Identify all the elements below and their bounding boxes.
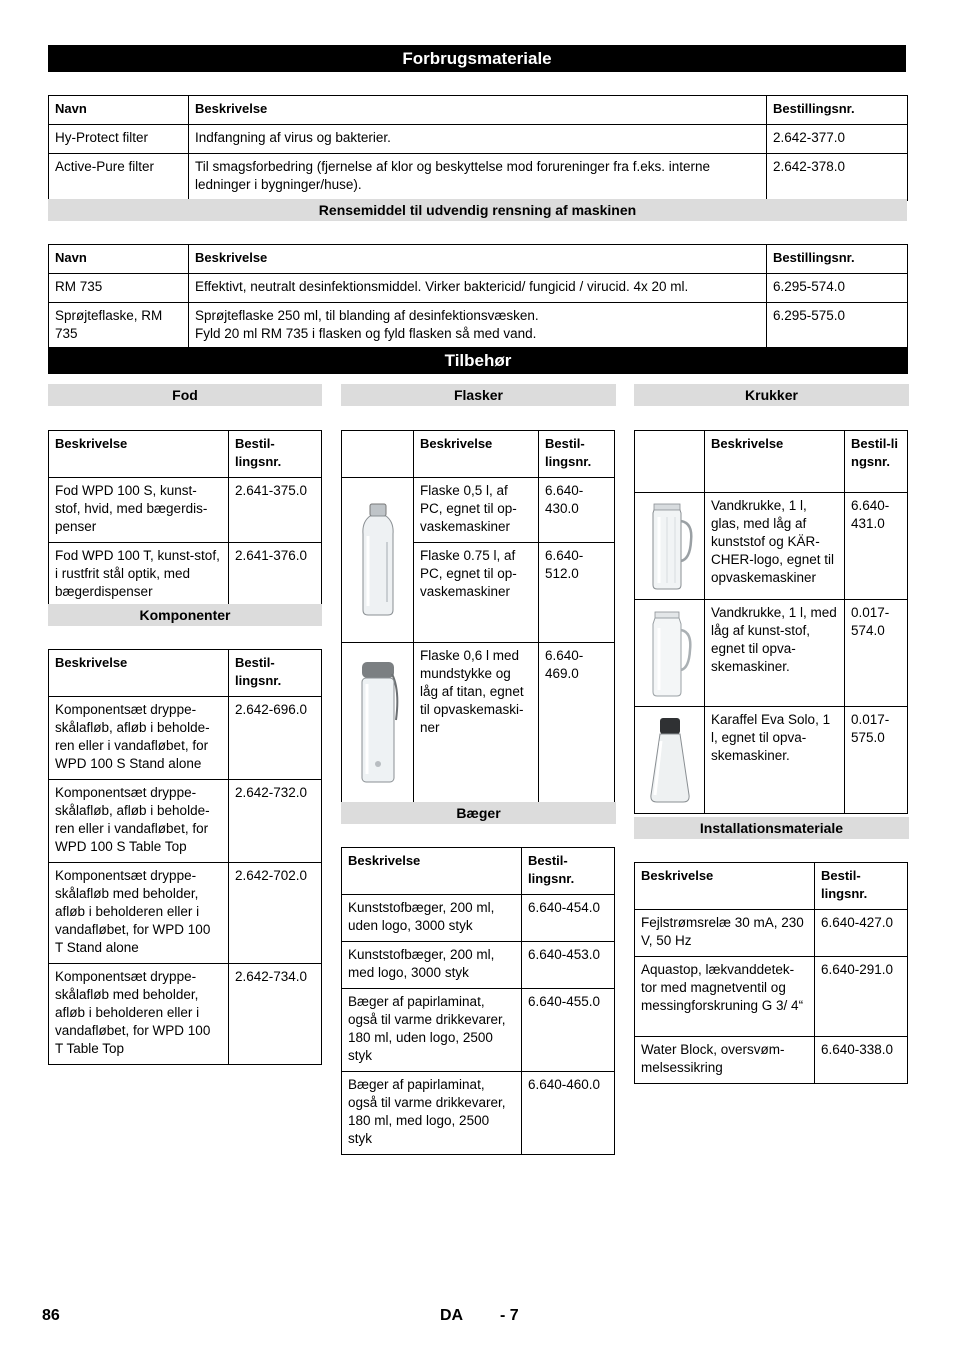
table-row	[49, 154, 908, 201]
cell-order: 6.640-338.0	[815, 1037, 908, 1084]
baeger-table	[341, 847, 615, 1155]
table-header-row	[342, 848, 615, 895]
table-row	[49, 478, 322, 543]
table-header-row	[49, 96, 908, 125]
table-header-row	[49, 431, 322, 478]
col-header-desc: Beskrivelse	[414, 431, 539, 478]
carafe-image-cell	[635, 707, 705, 814]
cleaner-table	[48, 244, 908, 350]
cell-order: 6.640-427.0	[815, 910, 908, 957]
col-header-desc: Beskrivelse	[635, 863, 815, 910]
cell-desc: Karaffel Eva Solo, 1 l, egnet til opva-skemaskiner.	[705, 707, 845, 814]
cell-order: 6.640-431.0	[845, 493, 908, 600]
table-row	[49, 697, 322, 780]
cell-desc: Komponentsæt dryppe-skålafløb med beholder, afløb i beholderen eller i vandafløbet, for WPD 100 T Table Top	[49, 964, 229, 1065]
table-row	[342, 942, 615, 989]
table-row	[49, 125, 908, 154]
installation-title: Installationsmateriale	[634, 817, 909, 839]
cell-desc: Til smagsforbedring (fjernelse af klor og beskyttelse mod forureninger fra f.eks. interne ledninger i bygninger/huse).	[189, 154, 767, 201]
cell-order: 2.642-377.0	[767, 125, 908, 154]
table-row	[342, 1072, 615, 1155]
table-header-row	[49, 245, 908, 274]
accessories-title: Tilbehør	[48, 347, 908, 374]
cell-name: Sprøjteflaske, RM 735	[49, 303, 189, 350]
cell-desc: Flaske 0.75 l, af PC, egnet til op-vaskemaskiner	[414, 543, 539, 643]
cell-order: 6.295-575.0	[767, 303, 908, 350]
flasker-title: Flasker	[341, 384, 616, 406]
col-header-name: Navn	[49, 245, 189, 274]
col-header-image	[342, 431, 414, 478]
bottle-clear-image	[358, 502, 398, 618]
cell-desc: Bæger af papirlaminat, også til varme drikkevarer, 180 ml, uden logo, 2500 styk	[342, 989, 522, 1072]
cell-desc: Effektivt, neutralt desinfektionsmiddel. Virker baktericid/ fungicid / virucid. 4x 20 ml.	[189, 274, 767, 303]
cell-order: 0.017-575.0	[845, 707, 908, 814]
bottle-image-cell	[342, 478, 414, 643]
krukker-title: Krukker	[634, 384, 909, 406]
cell-order: 6.640-453.0	[522, 942, 615, 989]
table-row	[49, 543, 322, 608]
table-row	[49, 780, 322, 863]
col-header-desc: Beskrivelse	[705, 431, 845, 493]
komponenter-table	[48, 649, 322, 1065]
plastic-jug-image	[645, 608, 695, 698]
jug-image-cell	[635, 600, 705, 707]
krukker-table	[634, 430, 908, 814]
cell-desc: Komponentsæt dryppe-skålafløb, afløb i beholde-ren eller i vandafløbet, for WPD 100 S Table Top	[49, 780, 229, 863]
table-row	[342, 643, 615, 803]
table-row	[49, 863, 322, 964]
table-row	[635, 957, 908, 1037]
cell-desc: Indfangning af virus og bakterier.	[189, 125, 767, 154]
col-header-name: Navn	[49, 96, 189, 125]
col-header-desc: Beskrivelse	[189, 96, 767, 125]
table-row	[49, 274, 908, 303]
table-row	[49, 303, 908, 350]
cell-order: 2.641-376.0	[229, 543, 322, 608]
table-header-row	[635, 863, 908, 910]
consumables-title: Forbrugsmateriale	[48, 45, 906, 72]
cell-order: 2.641-375.0	[229, 478, 322, 543]
cell-desc: Water Block, oversvøm-melsessikring	[635, 1037, 815, 1084]
table-row	[49, 964, 322, 1065]
cell-desc: Flaske 0,6 l med mundstykke og låg af titan, egnet til opvaskemaski-ner	[414, 643, 539, 803]
col-header-order: Bestil-lingsnr.	[815, 863, 908, 910]
jug-image-cell	[635, 493, 705, 600]
page-number: 86	[42, 1307, 60, 1324]
table-header-row	[635, 431, 908, 493]
cell-desc: Komponentsæt dryppe-skålafløb, afløb i beholde-ren eller i vandafløbet, for WPD 100 S Stand alone	[49, 697, 229, 780]
col-header-order: Bestil-lingsnr.	[229, 650, 322, 697]
bottle-image-cell	[342, 643, 414, 803]
cell-name: Active-Pure filter	[49, 154, 189, 201]
col-header-order: Bestillingsnr.	[767, 245, 908, 274]
cell-desc: Aquastop, lækvanddetek-tor med magnetventil og messingforskruning G 3/ 4“	[635, 957, 815, 1037]
cell-desc: Fod WPD 100 T, kunst-stof, i rustfrit stål optik, med bægerdispenser	[49, 543, 229, 608]
table-row	[635, 493, 908, 600]
table-header-row	[49, 650, 322, 697]
table-row	[635, 707, 908, 814]
cell-desc: Flaske 0,5 l, af PC, egnet til op-vaskemaskiner	[414, 478, 539, 543]
cell-order: 2.642-696.0	[229, 697, 322, 780]
col-header-order: Bestil-lingsnr.	[522, 848, 615, 895]
cell-order: 6.640-455.0	[522, 989, 615, 1072]
cell-order: 6.640-460.0	[522, 1072, 615, 1155]
col-header-image	[635, 431, 705, 493]
col-header-order: Bestillingsnr.	[767, 96, 908, 125]
table-row	[635, 910, 908, 957]
cell-desc: Fod WPD 100 S, kunst-stof, hvid, med bægerdis-penser	[49, 478, 229, 543]
cell-order: 6.640-454.0	[522, 895, 615, 942]
cell-desc: Bæger af papirlaminat, også til varme drikkevarer, 180 ml, med logo, 2500 styk	[342, 1072, 522, 1155]
glass-jug-image	[645, 501, 695, 591]
sub-page-number: - 7	[500, 1307, 519, 1324]
col-header-desc: Beskrivelse	[189, 245, 767, 274]
col-header-order: Bestil-lingsnr.	[229, 431, 322, 478]
cell-desc: Kunststofbæger, 200 ml, med logo, 3000 styk	[342, 942, 522, 989]
language-code: DA	[440, 1307, 464, 1324]
col-header-order: Bestil-lingsnr.	[845, 431, 908, 493]
fod-title: Fod	[48, 384, 322, 406]
cell-order: 6.295-574.0	[767, 274, 908, 303]
col-header-desc: Beskrivelse	[342, 848, 522, 895]
cell-desc	[189, 303, 767, 350]
table-row	[342, 895, 615, 942]
fod-table	[48, 430, 322, 608]
carafe-image	[645, 715, 695, 805]
installation-table	[634, 862, 908, 1084]
cell-order: 6.640-469.0	[539, 643, 615, 803]
cell-desc: Vandkrukke, 1 l, glas, med låg af kunststof og KÄR-CHER-logo, egnet til opvaskemaskiner	[705, 493, 845, 600]
desc-line: Sprøjteflaske 250 ml, til blanding af desinfektionsvæsken.	[195, 308, 539, 323]
cell-desc: Komponentsæt dryppe-skålafløb med beholder, afløb i beholderen eller i vandafløbet, for WPD 100 T Stand alone	[49, 863, 229, 964]
col-header-desc: Beskrivelse	[49, 650, 229, 697]
cell-order: 2.642-734.0	[229, 964, 322, 1065]
cell-desc: Fejlstrømsrelæ 30 mA, 230 V, 50 Hz	[635, 910, 815, 957]
cell-order: 0.017-574.0	[845, 600, 908, 707]
cell-desc: Vandkrukke, 1 l, med låg af kunst-stof, egnet til opva-skemaskiner.	[705, 600, 845, 707]
consumables-table	[48, 95, 908, 201]
cell-order: 6.640-291.0	[815, 957, 908, 1037]
cell-order: 6.640-430.0	[539, 478, 615, 543]
cell-name: Hy-Protect filter	[49, 125, 189, 154]
table-row	[635, 1037, 908, 1084]
col-header-order: Bestil-lingsnr.	[539, 431, 615, 478]
table-header-row	[342, 431, 615, 478]
col-header-desc: Beskrivelse	[49, 431, 229, 478]
cell-order: 6.640-512.0	[539, 543, 615, 643]
desc-line: Fyld 20 ml RM 735 i flasken og fyld flasken så med vand.	[195, 326, 537, 341]
komponenter-title: Komponenter	[48, 604, 322, 626]
bottle-titan-image	[356, 660, 400, 786]
flasker-table	[341, 430, 615, 803]
table-row	[342, 989, 615, 1072]
cell-desc: Kunststofbæger, 200 ml, uden logo, 3000 styk	[342, 895, 522, 942]
cell-order: 2.642-378.0	[767, 154, 908, 201]
cell-order: 2.642-702.0	[229, 863, 322, 964]
cell-name: RM 735	[49, 274, 189, 303]
cell-order: 2.642-732.0	[229, 780, 322, 863]
baeger-title: Bæger	[341, 802, 616, 824]
table-row	[342, 478, 615, 543]
cleaner-title: Rensemiddel til udvendig rensning af maskinen	[48, 199, 907, 221]
table-row	[635, 600, 908, 707]
